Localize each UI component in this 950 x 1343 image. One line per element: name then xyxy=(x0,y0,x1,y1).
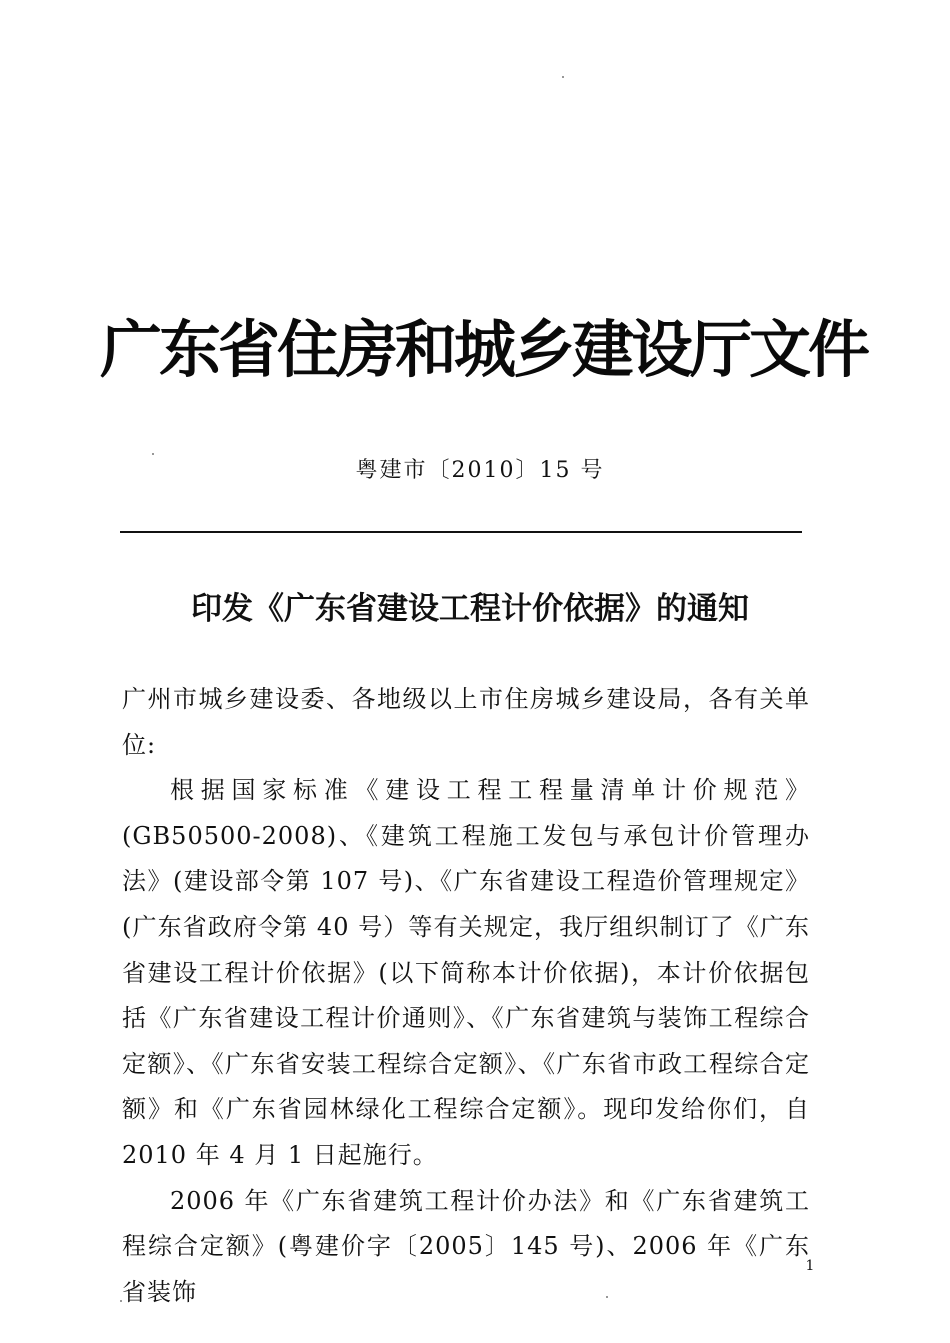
notice-body xyxy=(122,677,810,1315)
notice-title: 印发《广东省建设工程计价依据》的通知 xyxy=(191,591,749,627)
document-number: 粤建市〔2010〕15 号 xyxy=(355,458,605,483)
body-paragraph-1: 根据国家标准《建设工程工程量清单计价规范》(GB50500-2008)、《建筑工程施工发包与承包计价管理办法》(建设部令第 107 号)、《广东省建设工程造价管理规定》(广东省政府令第 40 号）等有关规定，我厅组织制订了《广东省建设工程计价依据》(以下简称本计价依据)，本计价依据包括《广东省建设工程计价通则》、《广东省建筑与装饰工程综合定额》、《广东省安装工程综合定额》、《广东省市政工程综合定额》和《广东省园林绿化工程综合定额》。现印发给你们，自 2010 年 4 月 1 日起施行。 xyxy=(122,776,810,1169)
scan-speck xyxy=(152,453,154,455)
page-number: 1 xyxy=(805,1258,815,1274)
addressee-line: 广州市城乡建设委、各地级以上市住房城乡建设局，各有关单位: xyxy=(122,685,810,759)
header-divider xyxy=(120,531,802,533)
scan-speck xyxy=(562,76,564,78)
issuer-header-title: 广东省住房和城乡建设厅文件 xyxy=(100,313,868,386)
scan-speck xyxy=(606,1296,608,1298)
body-paragraph-2: 2006 年《广东省建筑工程计价办法》和《广东省建筑工程综合定额》(粤建价字〔2005〕145 号)、2006 年《广东省装饰 xyxy=(122,1186,810,1306)
scan-speck xyxy=(120,1300,122,1302)
